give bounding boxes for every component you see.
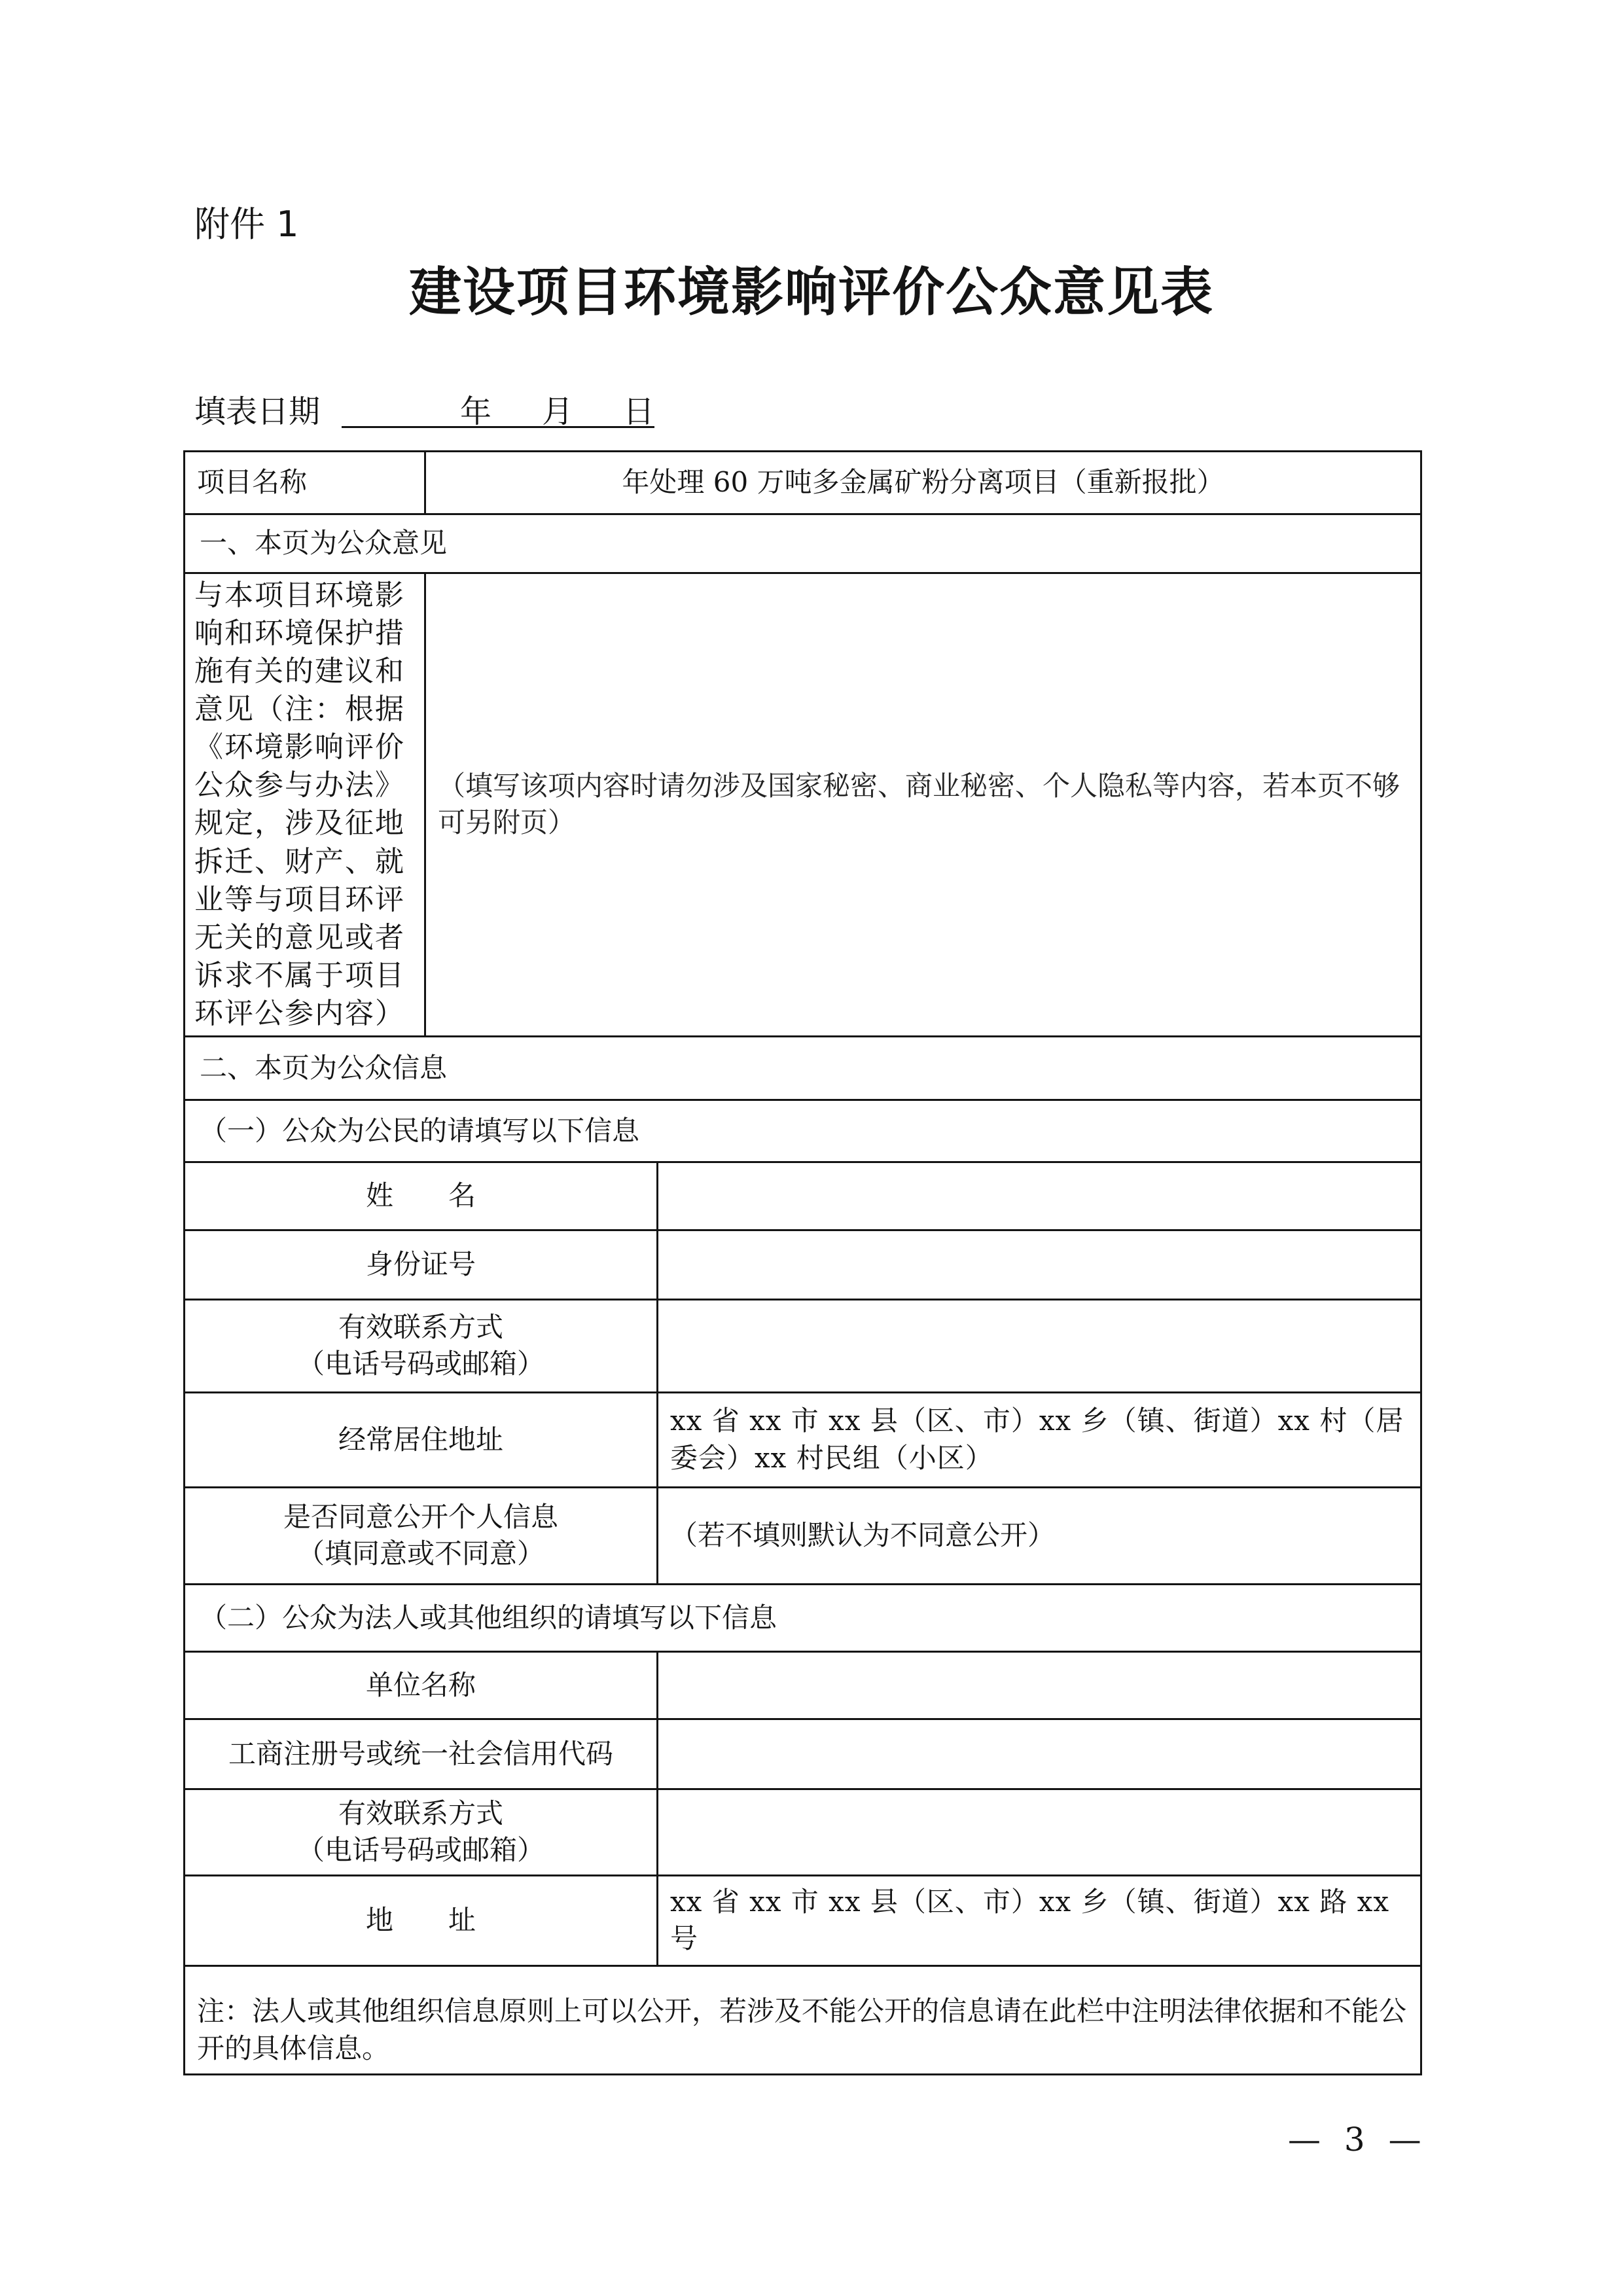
org-reg-row — [185, 1719, 1421, 1789]
section2-title: 二、本页为公众信息 — [185, 1036, 1421, 1100]
note-row — [185, 1965, 1421, 2074]
citizen-contact-row — [185, 1299, 1421, 1392]
org-section-title: （二）公众为法人或其他组织的请填写以下信息 — [185, 1584, 1421, 1651]
citizen-consent-field[interactable]: （若不填则默认为不同意公开） — [658, 1487, 1421, 1584]
citizen-consent-sublabel: （填同意或不同意） — [296, 1537, 544, 1570]
org-reg-field[interactable] — [658, 1719, 1421, 1789]
citizen-section-row — [185, 1100, 1421, 1162]
org-note: 注：法人或其他组织信息原则上可以公开，若涉及不能公开的信息请在此栏中注明法律依据和不能公开的具体信息。 — [185, 1965, 1421, 2074]
citizen-contact-label: 有效联系方式 — [338, 1310, 503, 1343]
date-day: 日 — [623, 393, 655, 430]
citizen-name-label: 姓 名 — [185, 1162, 658, 1230]
org-unit-row — [185, 1651, 1421, 1719]
org-contact-sublabel: （电话号码或邮箱） — [296, 1834, 544, 1867]
org-contact-field[interactable] — [658, 1789, 1421, 1875]
org-address-label: 地 址 — [185, 1875, 658, 1965]
section1-row — [185, 514, 1421, 573]
org-unit-label: 单位名称 — [185, 1651, 658, 1719]
citizen-address-row — [185, 1392, 1421, 1487]
date-label: 填表日期 — [194, 393, 321, 430]
opinion-row — [185, 573, 1421, 1037]
org-contact-label: 有效联系方式 — [338, 1797, 503, 1829]
org-contact-row — [185, 1789, 1421, 1875]
citizen-contact-label-cell — [185, 1299, 658, 1392]
attachment-label: 附件 1 — [194, 204, 299, 245]
date-month: 月 — [542, 393, 574, 430]
citizen-name-row — [185, 1162, 1421, 1230]
citizen-address-label: 经常居住地址 — [185, 1392, 658, 1487]
citizen-id-field[interactable] — [658, 1230, 1421, 1299]
page-number: — 3 — — [1288, 2121, 1428, 2159]
citizen-address-field[interactable]: xx 省 xx 市 xx 县（区、市）xx 乡（镇、街道）xx 村（居委会）xx 村民组（小区） — [658, 1392, 1421, 1487]
project-name-label: 项目名称 — [185, 452, 425, 514]
org-unit-field[interactable] — [658, 1651, 1421, 1719]
opinion-input-area[interactable]: （填写该项内容时请勿涉及国家秘密、商业秘密、个人隐私等内容，若本页不够可另附页） — [425, 573, 1421, 1037]
org-reg-label: 工商注册号或统一社会信用代码 — [185, 1719, 658, 1789]
org-address-field[interactable]: xx 省 xx 市 xx 县（区、市）xx 乡（镇、街道）xx 路 xx 号 — [658, 1875, 1421, 1965]
citizen-consent-row — [185, 1487, 1421, 1584]
section1-title: 一、本页为公众意见 — [185, 514, 1421, 573]
citizen-id-row — [185, 1230, 1421, 1299]
citizen-consent-label: 是否同意公开个人信息 — [283, 1500, 558, 1533]
page-title: 建设项目环境影响评价公众意见表 — [409, 262, 1214, 323]
citizen-consent-label-cell — [185, 1487, 658, 1584]
citizen-contact-field[interactable] — [658, 1299, 1421, 1392]
org-address-row — [185, 1875, 1421, 1965]
opinion-label: 与本项目环境影响和环境保护措施有关的建议和意见（注：根据《环境影响评价公众参与办法》规定，涉及征地拆迁、财产、就业等与项目环评无关的意见或者诉求不属于项目环评公参内容） — [185, 573, 425, 1037]
org-contact-label-cell — [185, 1789, 658, 1875]
citizen-section-title: （一）公众为公民的请填写以下信息 — [185, 1100, 1421, 1162]
date-underline — [342, 426, 654, 428]
citizen-id-label: 身份证号 — [185, 1230, 658, 1299]
project-row — [185, 452, 1421, 514]
section2-row — [185, 1036, 1421, 1100]
date-year: 年 — [460, 393, 492, 430]
citizen-contact-sublabel: （电话号码或邮箱） — [296, 1348, 544, 1380]
citizen-name-field[interactable] — [658, 1162, 1421, 1230]
project-name-value: 年处理 60 万吨多金属矿粉分离项目（重新报批） — [425, 452, 1421, 514]
org-section-row — [185, 1584, 1421, 1651]
opinion-form-table — [183, 450, 1422, 2075]
